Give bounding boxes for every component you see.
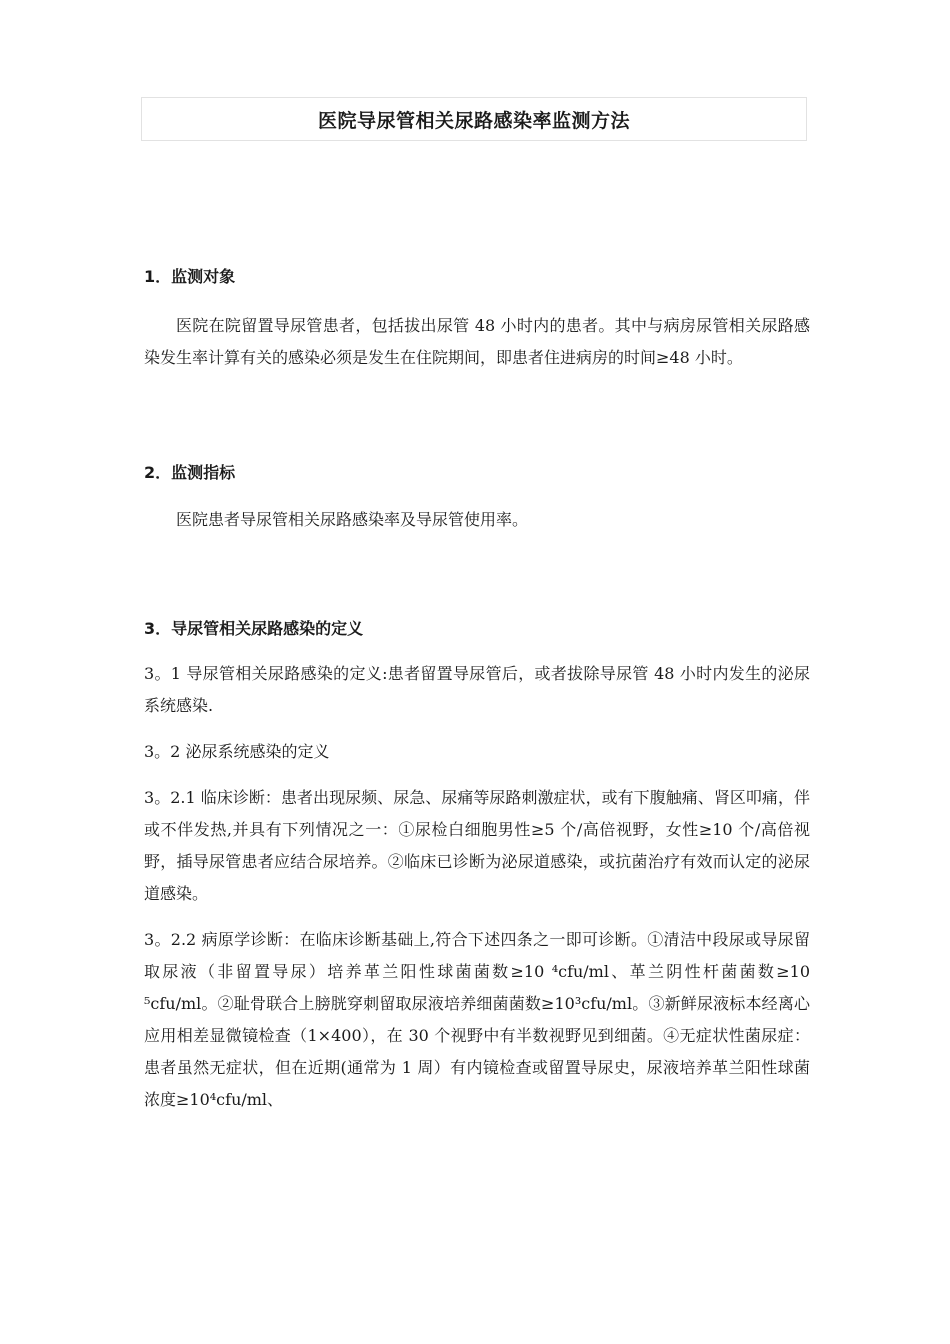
- paragraph-pathogen-diagnosis: 3。2.2 病原学诊断：在临床诊断基础上,符合下述四条之一即可诊断。①清洁中段尿或导尿留取尿液（非留置导尿）培养革兰阳性球菌菌数≥10 ⁴cfu/ml、革兰阴性杆菌菌数≥10 ⁵cfu/ml。②耻骨联合上膀胱穿刺留取尿液培养细菌菌数≥10³cfu/ml。③新鲜尿液标本经离心应用相差显微镜检查（1×400），在 30 个视野中有半数视野见到细菌。④无症状性菌尿症：患者虽然无症状，但在近期(通常为 1 周）有内镜检查或留置导尿史，尿液培养革兰阳性球菌浓度≥10⁴cfu/ml、: [144, 930, 810, 1109]
- title-box: [141, 97, 807, 141]
- document-body: [144, 262, 810, 1116]
- section-heading-monitoring-target: 1．监测对象: [144, 267, 236, 286]
- paragraph-definition-3-1: 3。1 导尿管相关尿路感染的定义:患者留置导尿管后，或者拔除导尿管 48 小时内发生的泌尿系统感染.: [144, 664, 810, 715]
- paragraph-clinical-diagnosis: 3。2.1 临床诊断：患者出现尿频、尿急、尿痛等尿路刺激症状，或有下腹触痛、肾区叩痛，伴或不伴发热,并具有下列情况之一：①尿检白细胞男性≥5 个/高倍视野，女性≥10 个/高倍视野，插导尿管患者应结合尿培养。②临床已诊断为泌尿道感染，或抗菌治疗有效而认定的泌尿道感染。: [144, 788, 810, 903]
- section-heading-monitoring-indicator: 2．监测指标: [144, 463, 236, 482]
- paragraph-monitoring-target: 医院在院留置导尿管患者，包括拔出尿管 48 小时内的患者。其中与病房尿管相关尿路感染发生率计算有关的感染必须是发生在住院期间，即患者住进病房的时间≥48 小时。: [144, 316, 810, 367]
- document-title: 医院导尿管相关尿路感染率监测方法: [317, 109, 630, 132]
- paragraph-monitoring-indicator: 医院患者导尿管相关尿路感染率及导尿管使用率。: [176, 510, 529, 529]
- paragraph-definition-3-2: 3。2 泌尿系统感染的定义: [144, 742, 330, 761]
- section-heading-definition: 3．导尿管相关尿路感染的定义: [144, 619, 364, 638]
